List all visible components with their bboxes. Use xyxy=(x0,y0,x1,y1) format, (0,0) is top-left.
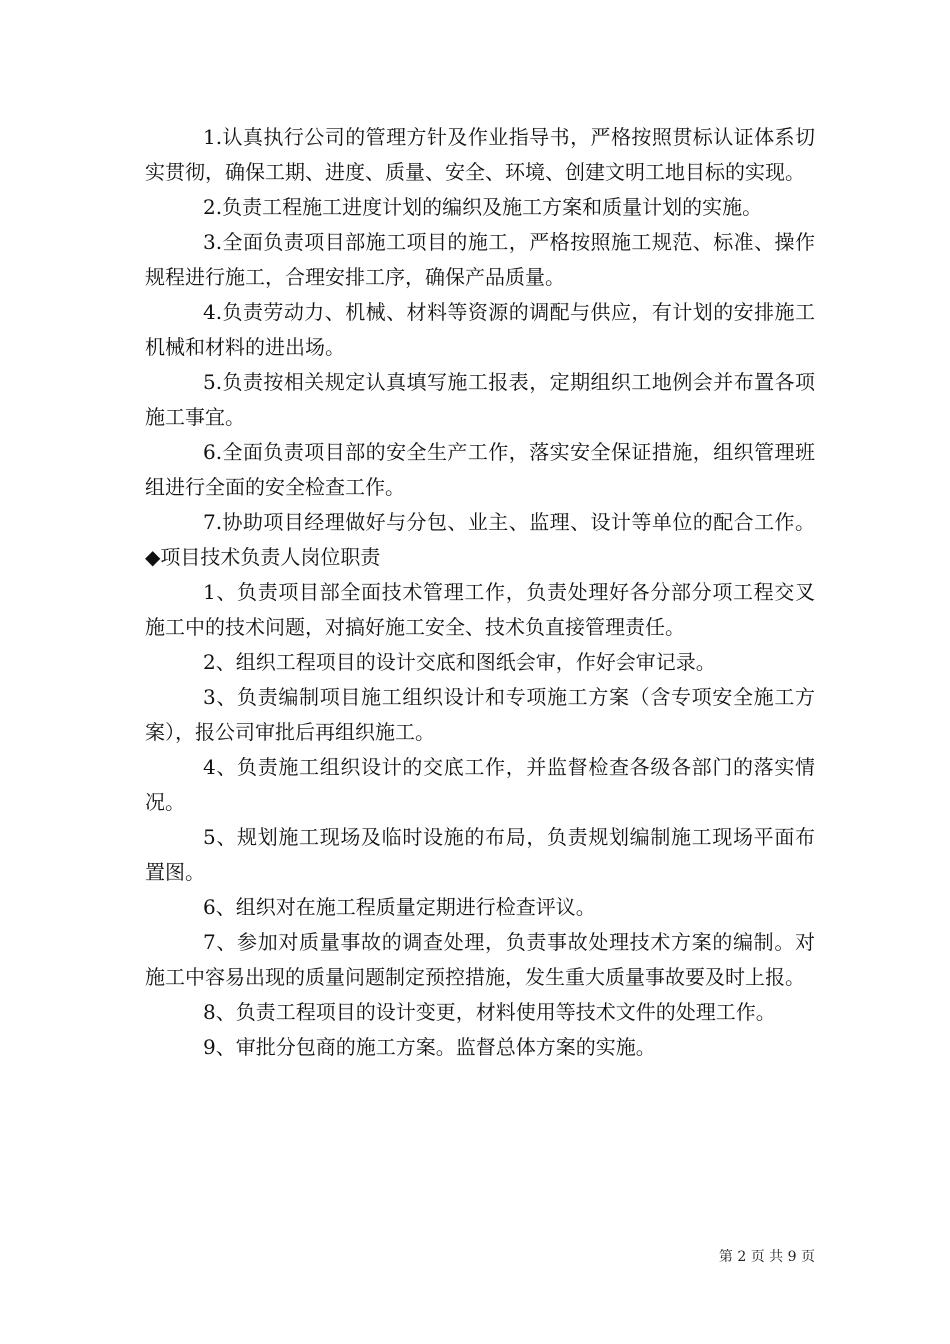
paragraph-8: 1、负责项目部全面技术管理工作，负责处理好各分部分项工程交叉施工中的技术问题，对搞好施工安全、技术负直接管理责任。 xyxy=(145,580,815,639)
paragraph-12: 5、规划施工现场及临时设施的布局，负责规划编制施工现场平面布置图。 xyxy=(145,825,815,884)
paragraph-13: 6、组织对在施工程质量定期进行检查评议。 xyxy=(203,895,596,919)
paragraph-7: 7.协助项目经理做好与分包、业主、监理、设计等单位的配合工作。◆项目技术负责人岗位职责 xyxy=(145,510,815,569)
page-number: 第 2 页 共 9 页 xyxy=(718,1249,815,1265)
paragraph-9: 2、组织工程项目的设计交底和图纸会审，作好会审记录。 xyxy=(203,650,716,674)
paragraph-5: 5.负责按相关规定认真填写施工报表，定期组织工地例会并布置各项施工事宜。 xyxy=(145,370,815,429)
paragraph-16: 9、审批分包商的施工方案。监督总体方案的实施。 xyxy=(203,1035,656,1059)
document-body xyxy=(145,120,815,1065)
paragraph-2: 2.负责工程施工进度计划的编织及施工方案和质量计划的实施。 xyxy=(203,195,763,219)
paragraph-4: 4.负责劳动力、机械、材料等资源的调配与供应，有计划的安排施工机械和材料的进出场。 xyxy=(145,300,815,359)
paragraph-11: 4、负责施工组织设计的交底工作，并监督检查各级各部门的落实情况。 xyxy=(145,755,815,814)
paragraph-6: 6.全面负责项目部的安全生产工作，落实安全保证措施，组织管理班组进行全面的安全检查工作。 xyxy=(145,440,815,499)
paragraph-1: 1.认真执行公司的管理方针及作业指导书，严格按照贯标认证体系切实贯彻，确保工期、进度、质量、安全、环境、创建文明工地目标的实现。 xyxy=(145,125,815,184)
paragraph-15: 8、负责工程项目的设计变更，材料使用等技术文件的处理工作。 xyxy=(203,1000,776,1024)
paragraph-3: 3.全面负责项目部施工项目的施工，严格按照施工规范、标准、操作规程进行施工，合理安排工序，确保产品质量。 xyxy=(145,230,815,289)
paragraph-10: 3、负责编制项目施工组织设计和专项施工方案（含专项安全施工方案），报公司审批后再组织施工。 xyxy=(145,685,815,744)
paragraph-14: 7、参加对质量事故的调查处理，负责事故处理技术方案的编制。对施工中容易出现的质量问题制定预控措施，发生重大质量事故要及时上报。 xyxy=(145,930,815,989)
